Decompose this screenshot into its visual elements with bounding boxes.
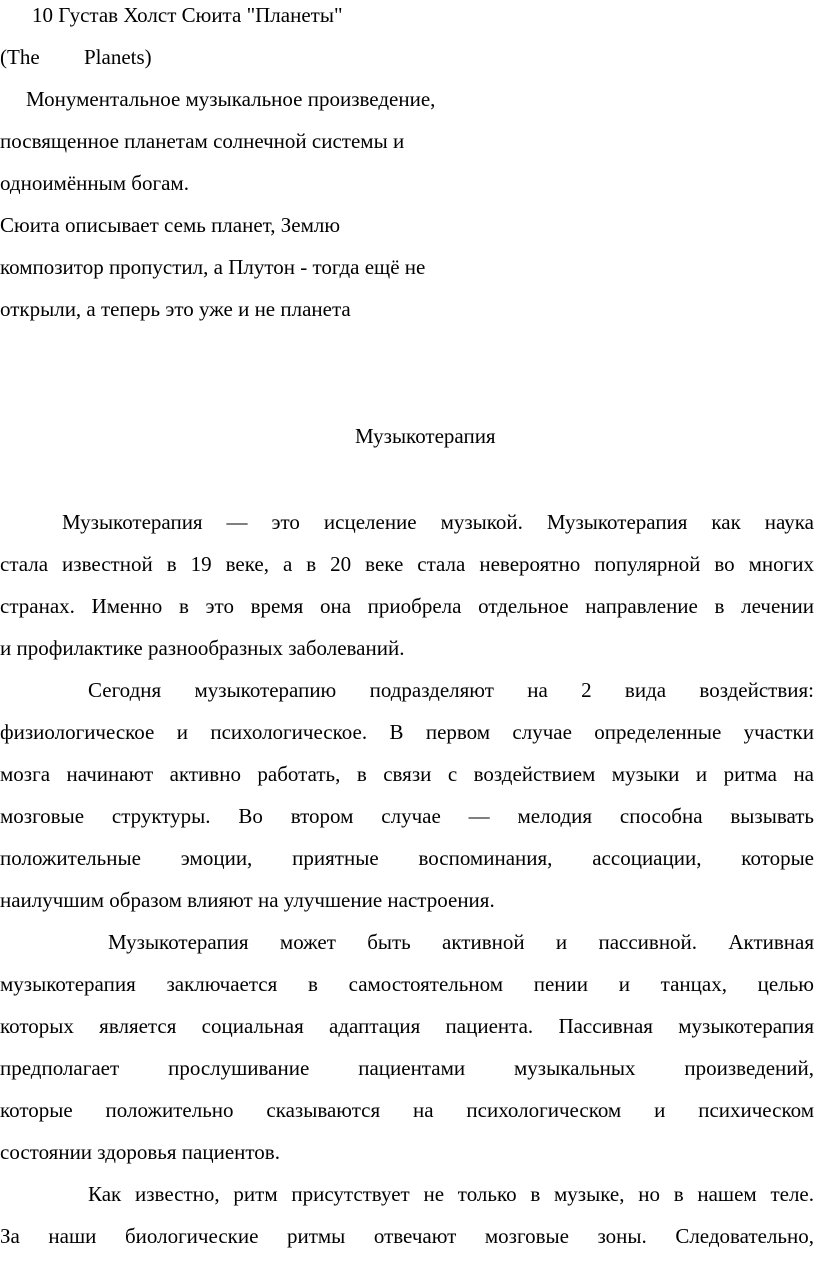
intro-subtitle-left: (The xyxy=(0,45,40,69)
paragraph-line: музыкотерапия заключается в самостоятельном пении и танцах, целью xyxy=(0,972,814,996)
paragraph-line: которых является социальная адаптация пациента. Пассивная музыкотерапия xyxy=(0,1014,814,1038)
paragraph-line: За наши биологические ритмы отвечают мозговые зоны. Следовательно, xyxy=(0,1224,814,1248)
intro-line: композитор пропустил, а Плутон - тогда ещё не xyxy=(0,255,426,279)
intro-line: посвященное планетам солнечной системы и xyxy=(0,129,405,153)
paragraph-line: Как известно, ритм присутствует не только в музыке, но в нашем теле. xyxy=(88,1182,814,1206)
paragraph-line: состоянии здоровья пациентов. xyxy=(0,1140,280,1164)
paragraph-line: мозга начинают активно работать, в связи с воздействием музыки и ритма на xyxy=(0,762,814,786)
intro-line: одноимённым богам. xyxy=(0,171,189,195)
paragraph-line: Сегодня музыкотерапию подразделяют на 2 вида воздействия: xyxy=(88,678,814,702)
paragraph-line: положительные эмоции, приятные воспоминания, ассоциации, которые xyxy=(0,846,814,870)
paragraph-line: наилучшим образом влияют на улучшение настроения. xyxy=(0,888,495,912)
paragraph-line: физиологическое и психологическое. В первом случае определенные участки xyxy=(0,720,814,744)
paragraph-line: Музыкотерапия может быть активной и пассивной. Активная xyxy=(108,930,814,954)
paragraph-line: странах. Именно в это время она приобрела отдельное направление в лечении xyxy=(0,594,814,618)
section-title: Музыкотерапия xyxy=(355,424,496,448)
paragraph-line: мозговые структуры. Во втором случае — мелодия способна вызывать xyxy=(0,804,814,828)
paragraph-line: и профилактике разнообразных заболеваний. xyxy=(0,636,405,660)
intro-line: Монументальное музыкальное произведение, xyxy=(26,87,436,111)
intro-line: открыли, а теперь это уже и не планета xyxy=(0,297,351,321)
intro-subtitle-right: Planets) xyxy=(84,45,152,69)
paragraph-line: которые положительно сказываются на психологическом и психическом xyxy=(0,1098,814,1122)
paragraph-line: предполагает прослушивание пациентами музыкальных произведений, xyxy=(0,1056,814,1080)
paragraph-line: стала известной в 19 веке, а в 20 веке стала невероятно популярной во многих xyxy=(0,552,814,576)
intro-heading: 10 Густав Холст Сюита "Планеты" xyxy=(32,3,343,27)
intro-line: Сюита описывает семь планет, Землю xyxy=(0,213,341,237)
paragraph-line: Музыкотерапия — это исцеление музыкой. Музыкотерапия как наука xyxy=(62,510,814,534)
